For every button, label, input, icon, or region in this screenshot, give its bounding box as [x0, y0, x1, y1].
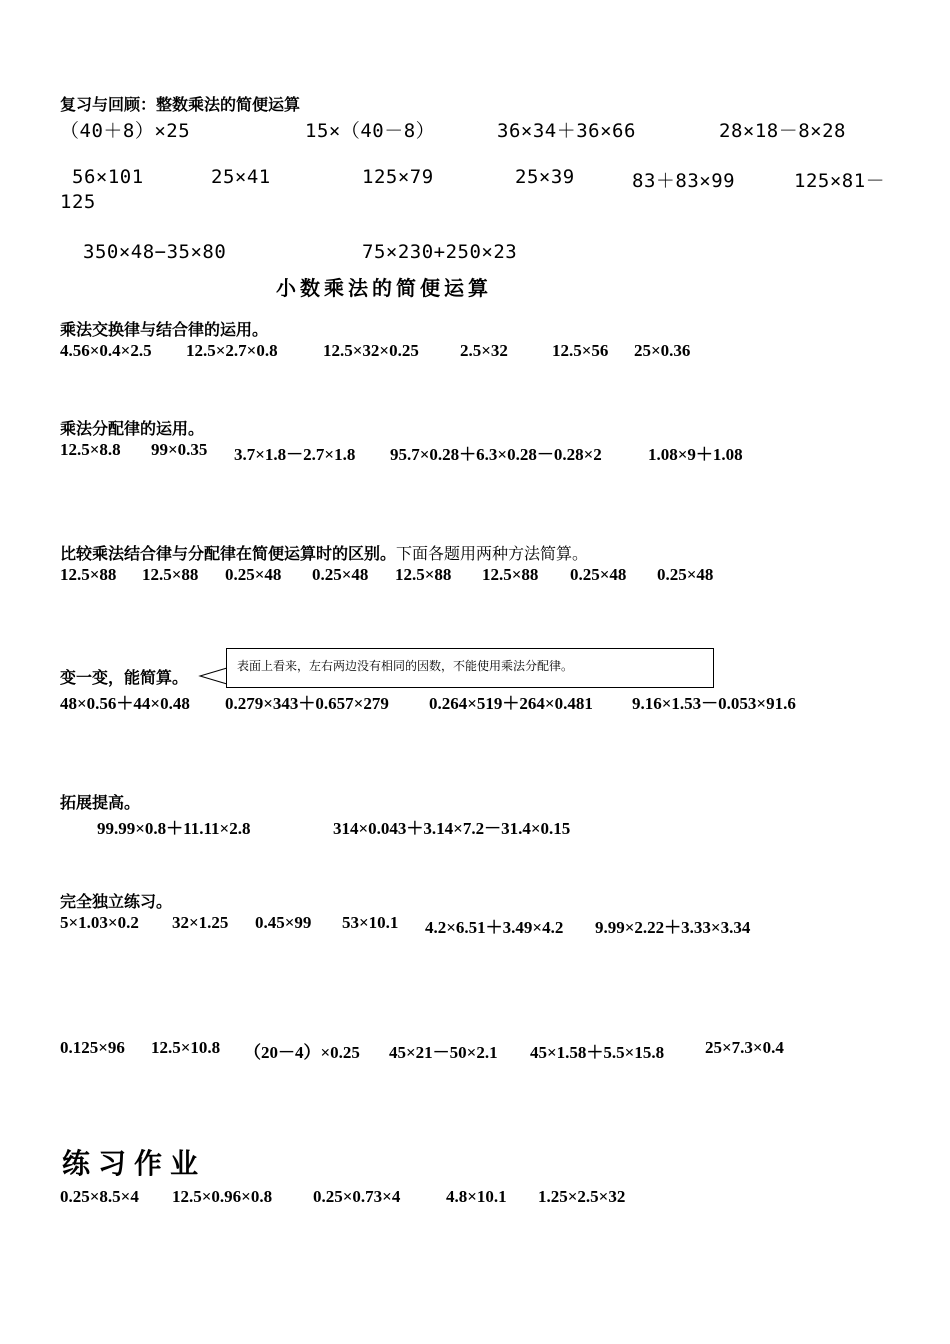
problem: 9.99×2.22＋3.33×3.34 [595, 918, 751, 937]
review-problem: （40＋8）×25 [60, 120, 191, 142]
problem: 0.279×343＋0.657×279 [225, 694, 389, 713]
problem: 4.8×10.1 [446, 1187, 507, 1206]
problem: 3.7×1.8－2.7×1.8 [234, 445, 356, 464]
problem: 0.25×48 [657, 565, 714, 584]
review-problem: 28×18－8×28 [719, 120, 846, 142]
problem: 5×1.03×0.2 [60, 913, 139, 932]
review-problem: 25×39 [515, 166, 575, 188]
problem: 0.125×96 [60, 1038, 125, 1057]
problem: 25×7.3×0.4 [705, 1038, 784, 1057]
problem: 99×0.35 [151, 440, 208, 459]
problem: 2.5×32 [460, 341, 508, 360]
problem: 45×1.58＋5.5×15.8 [530, 1043, 665, 1062]
section-heading: 完全独立练习。 [60, 892, 173, 911]
review-problem: 25×41 [211, 166, 271, 188]
problem: 12.5×88 [142, 565, 199, 584]
problem: 12.5×56 [552, 341, 609, 360]
problem: 1.25×2.5×32 [538, 1187, 626, 1206]
problem: 99.99×0.8＋11.11×2.8 [97, 819, 251, 838]
review-problem-wrap: 125 [60, 191, 96, 213]
section-heading: 变一变，能简算。 [60, 668, 189, 687]
review-heading: 复习与回顾：整数乘法的简便运算 [60, 95, 301, 114]
problem: 1.08×9＋1.08 [648, 445, 743, 464]
problem: 45×21－50×2.1 [389, 1043, 498, 1062]
review-problem: 350×48−35×80 [83, 241, 227, 263]
problem: 53×10.1 [342, 913, 399, 932]
problem: 314×0.043＋3.14×7.2－31.4×0.15 [333, 819, 571, 838]
problem: 0.25×48 [312, 565, 369, 584]
problem: 95.7×0.28＋6.3×0.28－0.28×2 [390, 445, 602, 464]
problem: 0.45×99 [255, 913, 312, 932]
review-problem: 56×101 [72, 166, 144, 188]
section-heading [60, 541, 588, 564]
section-heading: 乘法交换律与结合律的运用。 [60, 320, 269, 339]
section-heading-tail: 下面各题用两种方法简算。 [396, 544, 589, 563]
problem: 0.25×8.5×4 [60, 1187, 139, 1206]
review-problem: 83＋83×99 [632, 170, 736, 192]
problem: 12.5×88 [395, 565, 452, 584]
callout-note: 表面上看来，左右两边没有相同的因数，不能使用乘法分配律。 [226, 648, 714, 688]
review-problem: 15×（40－8） [305, 120, 436, 142]
problem: 12.5×0.96×0.8 [172, 1187, 273, 1206]
problem: 4.2×6.51＋3.49×4.2 [425, 918, 564, 937]
problem: 4.56×0.4×2.5 [60, 341, 152, 360]
problem: 12.5×8.8 [60, 440, 121, 459]
problem: 12.5×10.8 [151, 1038, 221, 1057]
problem: 12.5×2.7×0.8 [186, 341, 278, 360]
problem: 25×0.36 [634, 341, 691, 360]
section-heading: 乘法分配律的运用。 [60, 419, 205, 438]
problem: 0.25×0.73×4 [313, 1187, 401, 1206]
section-title: 小数乘法的简便运算 [276, 276, 492, 300]
problem: （20－4）×0.25 [244, 1043, 360, 1062]
review-problem: 125×79 [362, 166, 434, 188]
review-problem: 125×81－ [794, 170, 886, 192]
problem: 0.25×48 [570, 565, 627, 584]
section-heading: 拓展提高。 [60, 793, 141, 812]
problem: 32×1.25 [172, 913, 229, 932]
section-heading-bold: 比较乘法结合律与分配律在简便运算时的区别。 [60, 544, 397, 563]
problem: 12.5×88 [60, 565, 117, 584]
problem: 12.5×32×0.25 [323, 341, 419, 360]
problem: 12.5×88 [482, 565, 539, 584]
problem: 0.25×48 [225, 565, 282, 584]
problem: 9.16×1.53－0.053×91.6 [632, 694, 796, 713]
review-problem: 75×230+250×23 [362, 241, 518, 263]
homework-title: 练习作业 [62, 1147, 207, 1180]
review-problem: 36×34＋36×66 [497, 120, 636, 142]
problem: 0.264×519＋264×0.481 [429, 694, 593, 713]
problem: 48×0.56＋44×0.48 [60, 694, 190, 713]
callout-pointer-icon [198, 666, 228, 686]
